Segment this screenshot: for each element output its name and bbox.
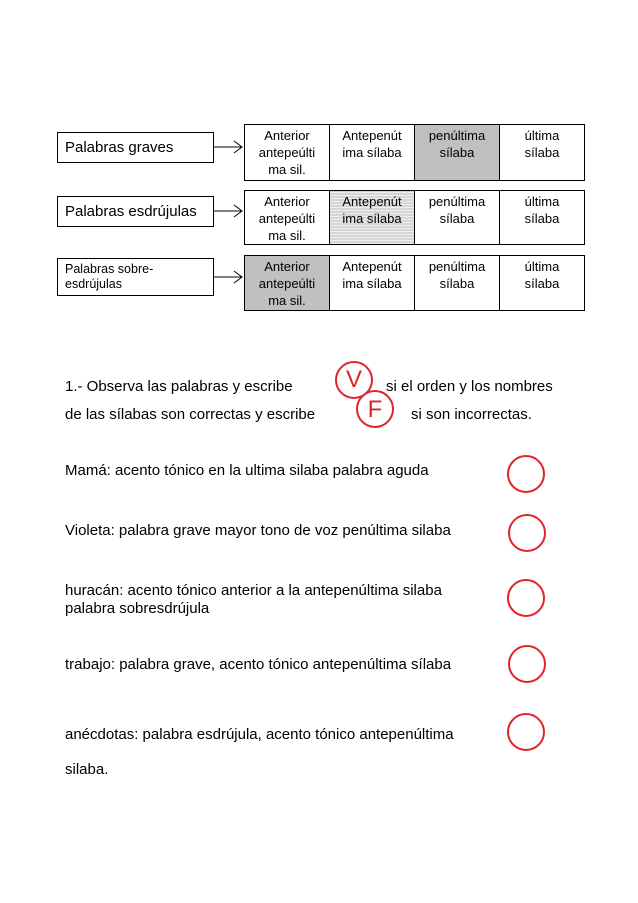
answer-circle-5[interactable]	[507, 713, 545, 751]
category-label-esdrujulas	[57, 196, 214, 227]
statement-5-line2: silaba.	[65, 761, 109, 778]
syllable-cell-antepenultima: Antepenút ima sílaba	[329, 256, 414, 310]
false-mark-letter: F	[367, 396, 383, 423]
statement-4: trabajo: palabra grave, acento tónico antepenúltima sílaba	[65, 656, 452, 673]
instruction-part2: si el orden y los nombres	[386, 378, 553, 395]
syllable-cell-ultima: última sílaba	[499, 125, 584, 180]
category-label-sobresdrujulas	[57, 258, 214, 296]
syllable-table-graves	[244, 124, 585, 181]
syllable-cell-antepenultima-highlighted: Antepenút ima sílaba	[329, 191, 414, 244]
statement-2: Violeta: palabra grave mayor tono de voz penúltima silaba	[65, 522, 451, 539]
answer-circle-3[interactable]	[507, 579, 545, 617]
category-text: Palabras graves	[65, 138, 174, 156]
category-text: Palabras esdrújulas	[65, 202, 197, 220]
category-label-graves	[57, 132, 214, 163]
syllable-cell-ultima: última sílaba	[499, 256, 584, 310]
syllable-cell-anterior: Anterior antepeúlti ma sil.	[258, 194, 316, 243]
true-mark-letter: V	[345, 366, 362, 393]
arrow-right-icon	[214, 137, 244, 157]
syllable-table-sobresdrujulas	[244, 255, 585, 311]
syllable-table-esdrujulas	[244, 190, 585, 245]
answer-circle-4[interactable]	[508, 645, 546, 683]
instruction-part4: si son incorrectas.	[411, 406, 532, 423]
syllable-cell-ultima: última sílaba	[499, 191, 584, 244]
statement-3-line1: huracán: acento tónico anterior a la antepenúltima silaba	[65, 582, 442, 599]
syllable-cell-anterior: Anterior antepeúlti ma sil.	[258, 128, 316, 177]
answer-circle-2[interactable]	[508, 514, 546, 552]
syllable-cell-penultima: penúltima sílaba	[414, 191, 499, 244]
arrow-right-icon	[214, 201, 244, 221]
statement-1: Mamá: acento tónico en la ultima silaba palabra aguda	[65, 462, 429, 479]
statement-5-line1: anécdotas: palabra esdrújula, acento tónico antepenúltima	[65, 726, 454, 743]
syllable-cell-penultima-highlighted: penúltima sílaba	[414, 125, 499, 180]
arrow-right-icon	[214, 267, 244, 287]
category-text: Palabras sobre- esdrújulas	[65, 262, 154, 291]
instruction-part3: de las sílabas son correctas y escribe	[65, 406, 316, 423]
syllable-cell-anterior-highlighted: Anterior antepeúlti ma sil.	[245, 256, 329, 310]
statement-3-line2: palabra sobresdrújula	[65, 600, 210, 617]
syllable-cell-antepenultima: Antepenút ima sílaba	[329, 125, 414, 180]
syllable-cell-penultima: penúltima sílaba	[414, 256, 499, 310]
answer-circle-1[interactable]	[507, 455, 545, 493]
instruction-part1: 1.- Observa las palabras y escribe	[65, 378, 293, 395]
